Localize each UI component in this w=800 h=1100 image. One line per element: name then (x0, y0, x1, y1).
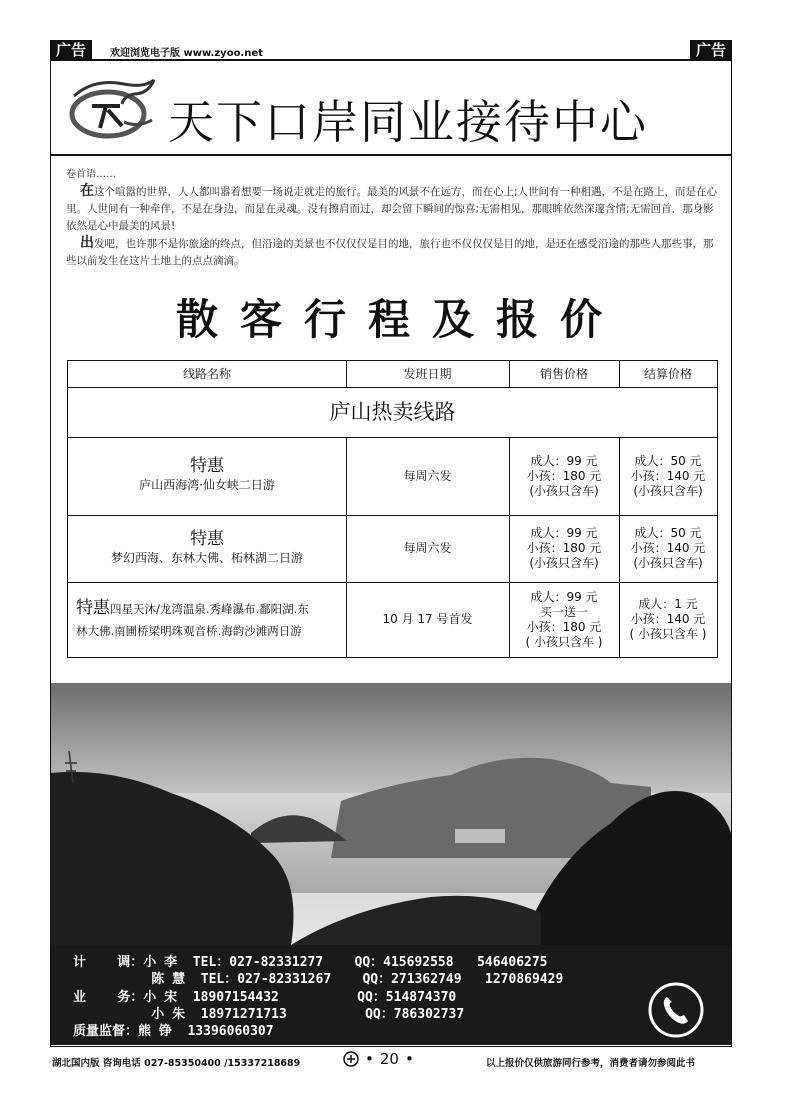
table-row (68, 437, 346, 515)
intro-p2-initial: 出 (80, 235, 94, 251)
page-number (343, 1050, 414, 1068)
sale-adult: 成人：99 元 (530, 526, 598, 540)
settle-note: (小孩只含车) (633, 556, 703, 570)
settle-price (619, 437, 717, 515)
intro-paragraph-1 (66, 183, 722, 235)
contact-dispatch-2: 陈 慧 TEL：027-82331267 QQ：271362749 1270869429 (73, 972, 564, 987)
settle-adult: 成人：50 元 (634, 453, 702, 468)
intro-paragraph-2 (66, 235, 722, 270)
depart-date: 每周六发 (403, 541, 452, 555)
contact-panel (51, 945, 731, 1045)
settle-adult: 成人：50 元 (634, 526, 702, 540)
sale-price (509, 582, 619, 657)
route-name-line-1 (76, 597, 309, 620)
sale-price (509, 437, 619, 515)
emblem-icon (343, 1051, 359, 1067)
route-name: 四星天沐/龙湾温泉.秀峰瀑布.鄱阳湖.东 (110, 602, 309, 616)
route-name: 梦幻西海、东林大佛、柘林湖二日游 (110, 550, 303, 565)
contact-sales-2: 小 朱 18971271713 QQ：786302737 (73, 1007, 465, 1022)
header-sale-price: 销售价格 (539, 366, 588, 381)
page-bullet-right: • (404, 1050, 414, 1068)
welcome-text: 欢迎浏览电子版 www.zyoo.net (110, 48, 263, 59)
sale-child: 小孩：180 元 (526, 541, 602, 555)
dragon-logo-icon (64, 76, 160, 142)
sale-price (509, 515, 619, 582)
settle-price (619, 582, 717, 657)
route-group-title: 庐山热卖线路 (329, 399, 456, 424)
contact-quality: 质量监督：熊 铮 13396060307 (73, 1024, 274, 1039)
footer-disclaimer: 以上报价仅供旅游同行参考，消费者请勿参阅此书 (486, 1058, 696, 1069)
footer-edition-info: 湖北国内版 咨询电话 027-85350400 /15337218689 (52, 1058, 301, 1069)
header-date: 发班日期 (403, 366, 452, 381)
table-row (68, 515, 346, 582)
special-tag: 特惠 (190, 528, 224, 549)
section-title: 散客行程及报价 (175, 295, 624, 344)
depart-date: 10 月 17 号首发 (382, 612, 473, 626)
sale-promo: 买一送一 (539, 604, 588, 619)
settle-price (619, 515, 717, 582)
ad-label-left: 广告 (50, 40, 92, 60)
intro-p2-body: 发吧，也许那不是你旅途的终点，但沿途的美景也不仅仅仅是目的地，旅行也不仅仅仅是目的地，是还在感受沿途的那些人那些事，那些以前发生在这片土地上的点点滴滴。 (66, 238, 714, 267)
header-route: 线路名称 (182, 366, 231, 381)
settle-child: 小孩：140 元 (630, 468, 706, 483)
settle-adult: 成人：1 元 (638, 597, 698, 611)
intro-p1-body: 这个喧嚣的世界，人人都叫嚣着想要一场说走就走的旅行。最美的风景不在远方，而在心上;人世间有一种相遇，不是在路上，而是在心里。人世间有一种牵伴，不是在身边，而是在灵魂。没有擦肩而过，却会留下瞬间的惊喜;无需相见，那眼眸依然深邃含情;无需回首，那身影依然是心中最美的风景! (66, 186, 718, 232)
page-bullet-left: • (365, 1050, 374, 1068)
sale-child: 小孩：180 元 (526, 468, 602, 483)
route-name: 庐山西海湾·仙女峡二日游 (139, 478, 275, 492)
route-name-line-2: 林大佛.南圃桥梁明珠观音桥.海韵沙滩两日游 (76, 624, 302, 638)
intro-lead: 卷首语…… (66, 169, 116, 180)
special-tag: 特惠 (76, 598, 110, 618)
header-settle-price: 结算价格 (643, 366, 692, 381)
intro-p1-initial: 在 (80, 183, 94, 199)
settle-child: 小孩：140 元 (630, 541, 706, 555)
sale-note: ( 小孩只含车 ) (525, 634, 603, 649)
depart-date: 每周六发 (403, 468, 452, 483)
sale-adult: 成人：99 元 (530, 589, 598, 604)
intro-text (66, 166, 722, 270)
sale-adult: 成人：99 元 (530, 453, 598, 468)
phone-icon (647, 981, 705, 1039)
settle-note: ( 小孩只含车 ) (629, 627, 707, 641)
settle-note: (小孩只含车) (633, 483, 703, 498)
lake-landscape-photo (51, 683, 731, 945)
sale-note: (小孩只含车) (529, 556, 599, 570)
page-number-value: 20 (379, 1050, 399, 1068)
special-tag: 特惠 (190, 456, 224, 476)
price-table (67, 360, 718, 658)
contact-sales-1: 业 务：小 宋 18907154432 QQ：514874370 (73, 990, 457, 1005)
sale-child: 小孩：180 元 (526, 619, 602, 634)
settle-child: 小孩：140 元 (630, 612, 706, 626)
table-row (68, 582, 354, 657)
contact-dispatch-1: 计 调：小 李 TEL：027-82331277 QQ：415692558 546406275 (73, 955, 548, 970)
main-title: 天下口岸同业接待中心 (168, 95, 648, 149)
ad-label-right: 广告 (690, 40, 732, 60)
sale-note: (小孩只含车) (529, 483, 599, 498)
